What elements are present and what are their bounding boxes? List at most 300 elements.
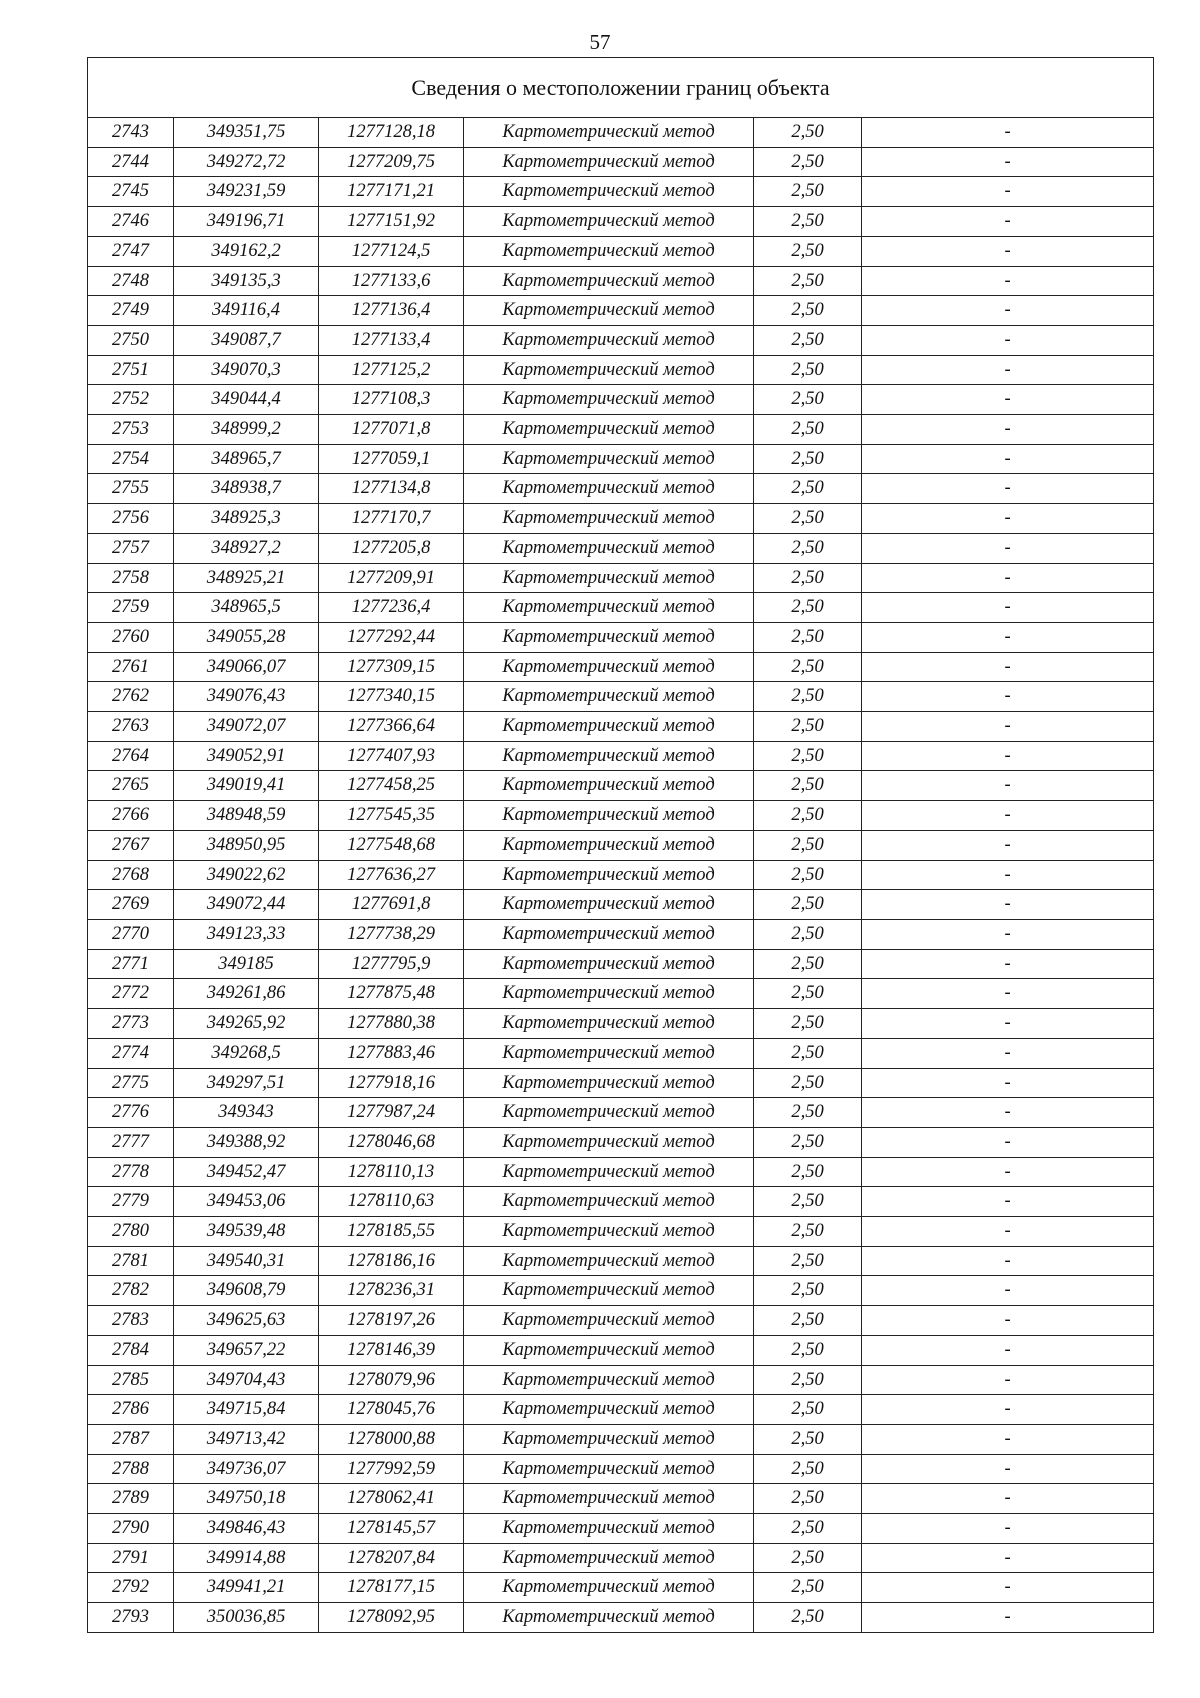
point-number-cell: 2744 bbox=[88, 147, 174, 177]
x-coordinate-cell: 349162,2 bbox=[174, 236, 319, 266]
method-cell: Картометрический метод bbox=[464, 1573, 754, 1603]
note-cell: - bbox=[862, 1157, 1154, 1187]
y-coordinate-cell: 1277987,24 bbox=[319, 1098, 464, 1128]
method-cell: Картометрический метод bbox=[464, 1217, 754, 1247]
note-cell: - bbox=[862, 949, 1154, 979]
x-coordinate-cell: 349185 bbox=[174, 949, 319, 979]
note-cell: - bbox=[862, 682, 1154, 712]
x-coordinate-cell: 349388,92 bbox=[174, 1127, 319, 1157]
table-row bbox=[88, 325, 1154, 355]
y-coordinate-cell: 1277151,92 bbox=[319, 207, 464, 237]
point-number-cell: 2767 bbox=[88, 830, 174, 860]
y-coordinate-cell: 1277170,7 bbox=[319, 504, 464, 534]
accuracy-cell: 2,50 bbox=[754, 1098, 862, 1128]
accuracy-cell: 2,50 bbox=[754, 1068, 862, 1098]
y-coordinate-cell: 1278110,63 bbox=[319, 1187, 464, 1217]
note-cell: - bbox=[862, 355, 1154, 385]
note-cell: - bbox=[862, 919, 1154, 949]
point-number-cell: 2773 bbox=[88, 1009, 174, 1039]
accuracy-cell: 2,50 bbox=[754, 741, 862, 771]
table-row bbox=[88, 1038, 1154, 1068]
method-cell: Картометрический метод bbox=[464, 1068, 754, 1098]
note-cell: - bbox=[862, 1454, 1154, 1484]
point-number-cell: 2751 bbox=[88, 355, 174, 385]
x-coordinate-cell: 349540,31 bbox=[174, 1246, 319, 1276]
accuracy-cell: 2,50 bbox=[754, 860, 862, 890]
x-coordinate-cell: 349044,4 bbox=[174, 385, 319, 415]
note-cell: - bbox=[862, 1187, 1154, 1217]
y-coordinate-cell: 1277071,8 bbox=[319, 415, 464, 445]
method-cell: Картометрический метод bbox=[464, 207, 754, 237]
accuracy-cell: 2,50 bbox=[754, 1187, 862, 1217]
table-row bbox=[88, 1009, 1154, 1039]
point-number-cell: 2745 bbox=[88, 177, 174, 207]
accuracy-cell: 2,50 bbox=[754, 1157, 862, 1187]
table-row bbox=[88, 118, 1154, 148]
accuracy-cell: 2,50 bbox=[754, 949, 862, 979]
point-number-cell: 2782 bbox=[88, 1276, 174, 1306]
accuracy-cell: 2,50 bbox=[754, 1009, 862, 1039]
x-coordinate-cell: 349846,43 bbox=[174, 1514, 319, 1544]
x-coordinate-cell: 348927,2 bbox=[174, 533, 319, 563]
y-coordinate-cell: 1277366,64 bbox=[319, 712, 464, 742]
table-row bbox=[88, 1365, 1154, 1395]
x-coordinate-cell: 349072,07 bbox=[174, 712, 319, 742]
table-row bbox=[88, 593, 1154, 623]
x-coordinate-cell: 349261,86 bbox=[174, 979, 319, 1009]
x-coordinate-cell: 349941,21 bbox=[174, 1573, 319, 1603]
table-row bbox=[88, 1335, 1154, 1365]
point-number-cell: 2761 bbox=[88, 652, 174, 682]
x-coordinate-cell: 349066,07 bbox=[174, 652, 319, 682]
y-coordinate-cell: 1277171,21 bbox=[319, 177, 464, 207]
method-cell: Картометрический метод bbox=[464, 593, 754, 623]
table-row bbox=[88, 1484, 1154, 1514]
y-coordinate-cell: 1277636,27 bbox=[319, 860, 464, 890]
accuracy-cell: 2,50 bbox=[754, 118, 862, 148]
method-cell: Картометрический метод bbox=[464, 474, 754, 504]
note-cell: - bbox=[862, 1009, 1154, 1039]
table-row bbox=[88, 771, 1154, 801]
method-cell: Картометрический метод bbox=[464, 1009, 754, 1039]
y-coordinate-cell: 1278062,41 bbox=[319, 1484, 464, 1514]
x-coordinate-cell: 349713,42 bbox=[174, 1424, 319, 1454]
method-cell: Картометрический метод bbox=[464, 415, 754, 445]
x-coordinate-cell: 349736,07 bbox=[174, 1454, 319, 1484]
note-cell: - bbox=[862, 1038, 1154, 1068]
x-coordinate-cell: 349135,3 bbox=[174, 266, 319, 296]
point-number-cell: 2793 bbox=[88, 1603, 174, 1633]
x-coordinate-cell: 349265,92 bbox=[174, 1009, 319, 1039]
y-coordinate-cell: 1278236,31 bbox=[319, 1276, 464, 1306]
table-row bbox=[88, 1306, 1154, 1336]
accuracy-cell: 2,50 bbox=[754, 682, 862, 712]
x-coordinate-cell: 349539,48 bbox=[174, 1217, 319, 1247]
note-cell: - bbox=[862, 771, 1154, 801]
accuracy-cell: 2,50 bbox=[754, 177, 862, 207]
table-row bbox=[88, 1514, 1154, 1544]
table-row bbox=[88, 1543, 1154, 1573]
point-number-cell: 2791 bbox=[88, 1543, 174, 1573]
x-coordinate-cell: 349297,51 bbox=[174, 1068, 319, 1098]
point-number-cell: 2749 bbox=[88, 296, 174, 326]
note-cell: - bbox=[862, 1603, 1154, 1633]
note-cell: - bbox=[862, 1335, 1154, 1365]
method-cell: Картометрический метод bbox=[464, 919, 754, 949]
method-cell: Картометрический метод bbox=[464, 1246, 754, 1276]
table-row bbox=[88, 207, 1154, 237]
x-coordinate-cell: 349452,47 bbox=[174, 1157, 319, 1187]
table-row bbox=[88, 563, 1154, 593]
method-cell: Картометрический метод bbox=[464, 1365, 754, 1395]
y-coordinate-cell: 1278145,57 bbox=[319, 1514, 464, 1544]
accuracy-cell: 2,50 bbox=[754, 1335, 862, 1365]
note-cell: - bbox=[862, 474, 1154, 504]
accuracy-cell: 2,50 bbox=[754, 1573, 862, 1603]
accuracy-cell: 2,50 bbox=[754, 830, 862, 860]
note-cell: - bbox=[862, 1424, 1154, 1454]
point-number-cell: 2775 bbox=[88, 1068, 174, 1098]
x-coordinate-cell: 349657,22 bbox=[174, 1335, 319, 1365]
y-coordinate-cell: 1278000,88 bbox=[319, 1424, 464, 1454]
y-coordinate-cell: 1277738,29 bbox=[319, 919, 464, 949]
method-cell: Картометрический метод bbox=[464, 118, 754, 148]
note-cell: - bbox=[862, 622, 1154, 652]
note-cell: - bbox=[862, 1306, 1154, 1336]
table-row bbox=[88, 474, 1154, 504]
point-number-cell: 2765 bbox=[88, 771, 174, 801]
table-row bbox=[88, 979, 1154, 1009]
table-row bbox=[88, 147, 1154, 177]
note-cell: - bbox=[862, 1573, 1154, 1603]
y-coordinate-cell: 1278177,15 bbox=[319, 1573, 464, 1603]
table-row bbox=[88, 236, 1154, 266]
accuracy-cell: 2,50 bbox=[754, 1306, 862, 1336]
y-coordinate-cell: 1277691,8 bbox=[319, 890, 464, 920]
accuracy-cell: 2,50 bbox=[754, 979, 862, 1009]
y-coordinate-cell: 1277883,46 bbox=[319, 1038, 464, 1068]
x-coordinate-cell: 349272,72 bbox=[174, 147, 319, 177]
accuracy-cell: 2,50 bbox=[754, 1365, 862, 1395]
note-cell: - bbox=[862, 593, 1154, 623]
method-cell: Картометрический метод bbox=[464, 385, 754, 415]
point-number-cell: 2792 bbox=[88, 1573, 174, 1603]
point-number-cell: 2757 bbox=[88, 533, 174, 563]
note-cell: - bbox=[862, 1543, 1154, 1573]
accuracy-cell: 2,50 bbox=[754, 1514, 862, 1544]
method-cell: Картометрический метод bbox=[464, 1127, 754, 1157]
note-cell: - bbox=[862, 385, 1154, 415]
note-cell: - bbox=[862, 415, 1154, 445]
x-coordinate-cell: 349116,4 bbox=[174, 296, 319, 326]
table-row bbox=[88, 1098, 1154, 1128]
y-coordinate-cell: 1277548,68 bbox=[319, 830, 464, 860]
point-number-cell: 2759 bbox=[88, 593, 174, 623]
point-number-cell: 2756 bbox=[88, 504, 174, 534]
x-coordinate-cell: 348950,95 bbox=[174, 830, 319, 860]
accuracy-cell: 2,50 bbox=[754, 325, 862, 355]
point-number-cell: 2750 bbox=[88, 325, 174, 355]
x-coordinate-cell: 348965,7 bbox=[174, 444, 319, 474]
point-number-cell: 2768 bbox=[88, 860, 174, 890]
note-cell: - bbox=[862, 1068, 1154, 1098]
y-coordinate-cell: 1278146,39 bbox=[319, 1335, 464, 1365]
method-cell: Картометрический метод bbox=[464, 1276, 754, 1306]
x-coordinate-cell: 349055,28 bbox=[174, 622, 319, 652]
point-number-cell: 2764 bbox=[88, 741, 174, 771]
y-coordinate-cell: 1278110,13 bbox=[319, 1157, 464, 1187]
method-cell: Картометрический метод bbox=[464, 1335, 754, 1365]
x-coordinate-cell: 348925,21 bbox=[174, 563, 319, 593]
table-row bbox=[88, 801, 1154, 831]
point-number-cell: 2783 bbox=[88, 1306, 174, 1336]
table-row bbox=[88, 949, 1154, 979]
point-number-cell: 2748 bbox=[88, 266, 174, 296]
x-coordinate-cell: 348938,7 bbox=[174, 474, 319, 504]
method-cell: Картометрический метод bbox=[464, 1306, 754, 1336]
x-coordinate-cell: 349123,33 bbox=[174, 919, 319, 949]
note-cell: - bbox=[862, 177, 1154, 207]
x-coordinate-cell: 349914,88 bbox=[174, 1543, 319, 1573]
table-row bbox=[88, 830, 1154, 860]
table-title-row bbox=[88, 58, 1154, 118]
note-cell: - bbox=[862, 860, 1154, 890]
note-cell: - bbox=[862, 325, 1154, 355]
method-cell: Картометрический метод bbox=[464, 236, 754, 266]
accuracy-cell: 2,50 bbox=[754, 622, 862, 652]
accuracy-cell: 2,50 bbox=[754, 919, 862, 949]
note-cell: - bbox=[862, 1514, 1154, 1544]
x-coordinate-cell: 349715,84 bbox=[174, 1395, 319, 1425]
x-coordinate-cell: 349231,59 bbox=[174, 177, 319, 207]
method-cell: Картометрический метод bbox=[464, 147, 754, 177]
point-number-cell: 2743 bbox=[88, 118, 174, 148]
table-row bbox=[88, 415, 1154, 445]
note-cell: - bbox=[862, 207, 1154, 237]
method-cell: Картометрический метод bbox=[464, 1603, 754, 1633]
x-coordinate-cell: 349608,79 bbox=[174, 1276, 319, 1306]
table-row bbox=[88, 533, 1154, 563]
method-cell: Картометрический метод bbox=[464, 1484, 754, 1514]
x-coordinate-cell: 348925,3 bbox=[174, 504, 319, 534]
accuracy-cell: 2,50 bbox=[754, 504, 862, 534]
method-cell: Картометрический метод bbox=[464, 1543, 754, 1573]
y-coordinate-cell: 1277795,9 bbox=[319, 949, 464, 979]
y-coordinate-cell: 1277407,93 bbox=[319, 741, 464, 771]
accuracy-cell: 2,50 bbox=[754, 712, 862, 742]
accuracy-cell: 2,50 bbox=[754, 207, 862, 237]
point-number-cell: 2784 bbox=[88, 1335, 174, 1365]
x-coordinate-cell: 349351,75 bbox=[174, 118, 319, 148]
accuracy-cell: 2,50 bbox=[754, 1395, 862, 1425]
page-number: 57 bbox=[589, 30, 611, 54]
accuracy-cell: 2,50 bbox=[754, 533, 862, 563]
point-number-cell: 2769 bbox=[88, 890, 174, 920]
method-cell: Картометрический метод bbox=[464, 1514, 754, 1544]
x-coordinate-cell: 349072,44 bbox=[174, 890, 319, 920]
table-row bbox=[88, 741, 1154, 771]
method-cell: Картометрический метод bbox=[464, 325, 754, 355]
table-row bbox=[88, 1157, 1154, 1187]
x-coordinate-cell: 349453,06 bbox=[174, 1187, 319, 1217]
y-coordinate-cell: 1277136,4 bbox=[319, 296, 464, 326]
note-cell: - bbox=[862, 712, 1154, 742]
note-cell: - bbox=[862, 830, 1154, 860]
note-cell: - bbox=[862, 266, 1154, 296]
point-number-cell: 2758 bbox=[88, 563, 174, 593]
method-cell: Картометрический метод bbox=[464, 949, 754, 979]
point-number-cell: 2771 bbox=[88, 949, 174, 979]
accuracy-cell: 2,50 bbox=[754, 1038, 862, 1068]
point-number-cell: 2747 bbox=[88, 236, 174, 266]
accuracy-cell: 2,50 bbox=[754, 355, 862, 385]
x-coordinate-cell: 349087,7 bbox=[174, 325, 319, 355]
y-coordinate-cell: 1278079,96 bbox=[319, 1365, 464, 1395]
y-coordinate-cell: 1277134,8 bbox=[319, 474, 464, 504]
note-cell: - bbox=[862, 563, 1154, 593]
accuracy-cell: 2,50 bbox=[754, 1484, 862, 1514]
accuracy-cell: 2,50 bbox=[754, 236, 862, 266]
x-coordinate-cell: 349052,91 bbox=[174, 741, 319, 771]
point-number-cell: 2753 bbox=[88, 415, 174, 445]
note-cell: - bbox=[862, 1365, 1154, 1395]
y-coordinate-cell: 1277875,48 bbox=[319, 979, 464, 1009]
note-cell: - bbox=[862, 979, 1154, 1009]
note-cell: - bbox=[862, 1098, 1154, 1128]
x-coordinate-cell: 348965,5 bbox=[174, 593, 319, 623]
accuracy-cell: 2,50 bbox=[754, 1543, 862, 1573]
accuracy-cell: 2,50 bbox=[754, 1127, 862, 1157]
point-number-cell: 2780 bbox=[88, 1217, 174, 1247]
table-row bbox=[88, 712, 1154, 742]
method-cell: Картометрический метод bbox=[464, 296, 754, 326]
accuracy-cell: 2,50 bbox=[754, 1603, 862, 1633]
y-coordinate-cell: 1278046,68 bbox=[319, 1127, 464, 1157]
boundary-table bbox=[87, 57, 1154, 1633]
note-cell: - bbox=[862, 533, 1154, 563]
table-row bbox=[88, 504, 1154, 534]
table-row bbox=[88, 444, 1154, 474]
point-number-cell: 2781 bbox=[88, 1246, 174, 1276]
y-coordinate-cell: 1278092,95 bbox=[319, 1603, 464, 1633]
note-cell: - bbox=[862, 1395, 1154, 1425]
accuracy-cell: 2,50 bbox=[754, 296, 862, 326]
x-coordinate-cell: 348999,2 bbox=[174, 415, 319, 445]
x-coordinate-cell: 349343 bbox=[174, 1098, 319, 1128]
note-cell: - bbox=[862, 1276, 1154, 1306]
table-row bbox=[88, 860, 1154, 890]
method-cell: Картометрический метод bbox=[464, 771, 754, 801]
note-cell: - bbox=[862, 890, 1154, 920]
note-cell: - bbox=[862, 444, 1154, 474]
y-coordinate-cell: 1277125,2 bbox=[319, 355, 464, 385]
accuracy-cell: 2,50 bbox=[754, 890, 862, 920]
table-row bbox=[88, 177, 1154, 207]
point-number-cell: 2763 bbox=[88, 712, 174, 742]
method-cell: Картометрический метод bbox=[464, 1187, 754, 1217]
y-coordinate-cell: 1278207,84 bbox=[319, 1543, 464, 1573]
table-row bbox=[88, 652, 1154, 682]
x-coordinate-cell: 349019,41 bbox=[174, 771, 319, 801]
y-coordinate-cell: 1277108,3 bbox=[319, 385, 464, 415]
table-row bbox=[88, 1246, 1154, 1276]
method-cell: Картометрический метод bbox=[464, 355, 754, 385]
y-coordinate-cell: 1277918,16 bbox=[319, 1068, 464, 1098]
table-title: Сведения о местоположении границ объекта bbox=[88, 58, 1154, 118]
note-cell: - bbox=[862, 1246, 1154, 1276]
x-coordinate-cell: 349196,71 bbox=[174, 207, 319, 237]
point-number-cell: 2790 bbox=[88, 1514, 174, 1544]
x-coordinate-cell: 349070,3 bbox=[174, 355, 319, 385]
note-cell: - bbox=[862, 236, 1154, 266]
y-coordinate-cell: 1278185,55 bbox=[319, 1217, 464, 1247]
method-cell: Картометрический метод bbox=[464, 1038, 754, 1068]
note-cell: - bbox=[862, 504, 1154, 534]
note-cell: - bbox=[862, 1127, 1154, 1157]
y-coordinate-cell: 1277209,91 bbox=[319, 563, 464, 593]
accuracy-cell: 2,50 bbox=[754, 801, 862, 831]
accuracy-cell: 2,50 bbox=[754, 266, 862, 296]
y-coordinate-cell: 1277205,8 bbox=[319, 533, 464, 563]
note-cell: - bbox=[862, 801, 1154, 831]
y-coordinate-cell: 1277880,38 bbox=[319, 1009, 464, 1039]
table-row bbox=[88, 1573, 1154, 1603]
note-cell: - bbox=[862, 118, 1154, 148]
y-coordinate-cell: 1277458,25 bbox=[319, 771, 464, 801]
y-coordinate-cell: 1277128,18 bbox=[319, 118, 464, 148]
method-cell: Картометрический метод bbox=[464, 1454, 754, 1484]
method-cell: Картометрический метод bbox=[464, 830, 754, 860]
y-coordinate-cell: 1277309,15 bbox=[319, 652, 464, 682]
y-coordinate-cell: 1277545,35 bbox=[319, 801, 464, 831]
note-cell: - bbox=[862, 1217, 1154, 1247]
table-row bbox=[88, 385, 1154, 415]
x-coordinate-cell: 349704,43 bbox=[174, 1365, 319, 1395]
method-cell: Картометрический метод bbox=[464, 860, 754, 890]
y-coordinate-cell: 1277292,44 bbox=[319, 622, 464, 652]
y-coordinate-cell: 1277059,1 bbox=[319, 444, 464, 474]
table-row bbox=[88, 1068, 1154, 1098]
y-coordinate-cell: 1278186,16 bbox=[319, 1246, 464, 1276]
point-number-cell: 2788 bbox=[88, 1454, 174, 1484]
y-coordinate-cell: 1277133,4 bbox=[319, 325, 464, 355]
point-number-cell: 2752 bbox=[88, 385, 174, 415]
note-cell: - bbox=[862, 296, 1154, 326]
y-coordinate-cell: 1277992,59 bbox=[319, 1454, 464, 1484]
accuracy-cell: 2,50 bbox=[754, 563, 862, 593]
accuracy-cell: 2,50 bbox=[754, 1424, 862, 1454]
x-coordinate-cell: 348948,59 bbox=[174, 801, 319, 831]
note-cell: - bbox=[862, 652, 1154, 682]
point-number-cell: 2774 bbox=[88, 1038, 174, 1068]
table-row bbox=[88, 296, 1154, 326]
method-cell: Картометрический метод bbox=[464, 444, 754, 474]
table-row bbox=[88, 890, 1154, 920]
point-number-cell: 2778 bbox=[88, 1157, 174, 1187]
method-cell: Картометрический метод bbox=[464, 622, 754, 652]
table-row bbox=[88, 1187, 1154, 1217]
method-cell: Картометрический метод bbox=[464, 563, 754, 593]
method-cell: Картометрический метод bbox=[464, 652, 754, 682]
note-cell: - bbox=[862, 147, 1154, 177]
method-cell: Картометрический метод bbox=[464, 890, 754, 920]
method-cell: Картометрический метод bbox=[464, 1424, 754, 1454]
method-cell: Картометрический метод bbox=[464, 177, 754, 207]
y-coordinate-cell: 1278197,26 bbox=[319, 1306, 464, 1336]
x-coordinate-cell: 349076,43 bbox=[174, 682, 319, 712]
method-cell: Картометрический метод bbox=[464, 1098, 754, 1128]
note-cell: - bbox=[862, 1484, 1154, 1514]
